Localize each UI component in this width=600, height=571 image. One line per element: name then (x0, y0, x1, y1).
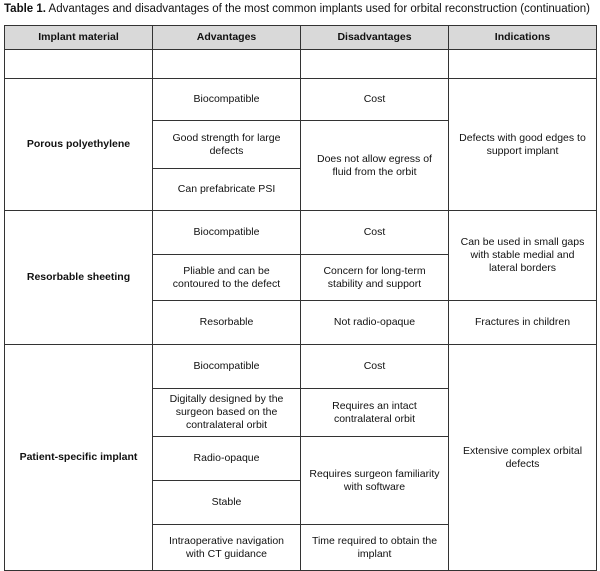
advantage-cell: Biocompatible (153, 211, 301, 255)
disadvantage-cell: Time required to obtain the implant (301, 525, 449, 571)
indication-cell: Extensive complex orbital defects (449, 345, 597, 571)
advantage-cell: Biocompatible (153, 345, 301, 389)
disadvantage-cell: Requires an intact contralateral orbit (301, 389, 449, 437)
table-caption (4, 2, 590, 16)
table-row (5, 345, 597, 389)
implants-table (4, 25, 597, 571)
table-row (5, 211, 597, 255)
indication-cell: Fractures in children (449, 301, 597, 345)
header-implant-material: Implant material (5, 26, 153, 50)
indication-cell: Defects with good edges to support implant (449, 79, 597, 211)
material-patient-specific-implant: Patient-specific implant (5, 345, 153, 571)
header-disadvantages: Disadvantages (301, 26, 449, 50)
header-row (5, 26, 597, 50)
material-porous-polyethylene: Porous polyethylene (5, 79, 153, 211)
disadvantage-cell: Cost (301, 211, 449, 255)
advantage-cell: Radio-opaque (153, 437, 301, 481)
disadvantage-cell: Concern for long-term stability and support (301, 255, 449, 301)
header-indications: Indications (449, 26, 597, 50)
advantage-cell: Pliable and can be contoured to the defect (153, 255, 301, 301)
disadvantage-cell: Requires surgeon familiarity with software (301, 437, 449, 525)
indication-cell: Can be used in small gaps with stable medial and lateral borders (449, 211, 597, 301)
advantage-cell: Stable (153, 481, 301, 525)
disadvantage-cell: Not radio-opaque (301, 301, 449, 345)
disadvantage-cell: Does not allow egress of fluid from the orbit (301, 121, 449, 211)
header-advantages: Advantages (153, 26, 301, 50)
advantage-cell: Intraoperative navigation with CT guidance (153, 525, 301, 571)
advantage-cell: Good strength for large defects (153, 121, 301, 169)
disadvantage-cell: Cost (301, 79, 449, 121)
disadvantage-cell: Cost (301, 345, 449, 389)
table-row (5, 79, 597, 121)
advantage-cell: Biocompatible (153, 79, 301, 121)
material-resorbable-sheeting: Resorbable sheeting (5, 211, 153, 345)
spacer-row (5, 50, 597, 79)
advantage-cell: Resorbable (153, 301, 301, 345)
advantage-cell: Digitally designed by the surgeon based on the contralateral orbit (153, 389, 301, 437)
caption-text: Advantages and disadvantages of the most common implants used for orbital reconstruction (continuation) (45, 3, 590, 15)
advantage-cell: Can prefabricate PSI (153, 169, 301, 211)
caption-label: Table 1. (4, 3, 46, 15)
